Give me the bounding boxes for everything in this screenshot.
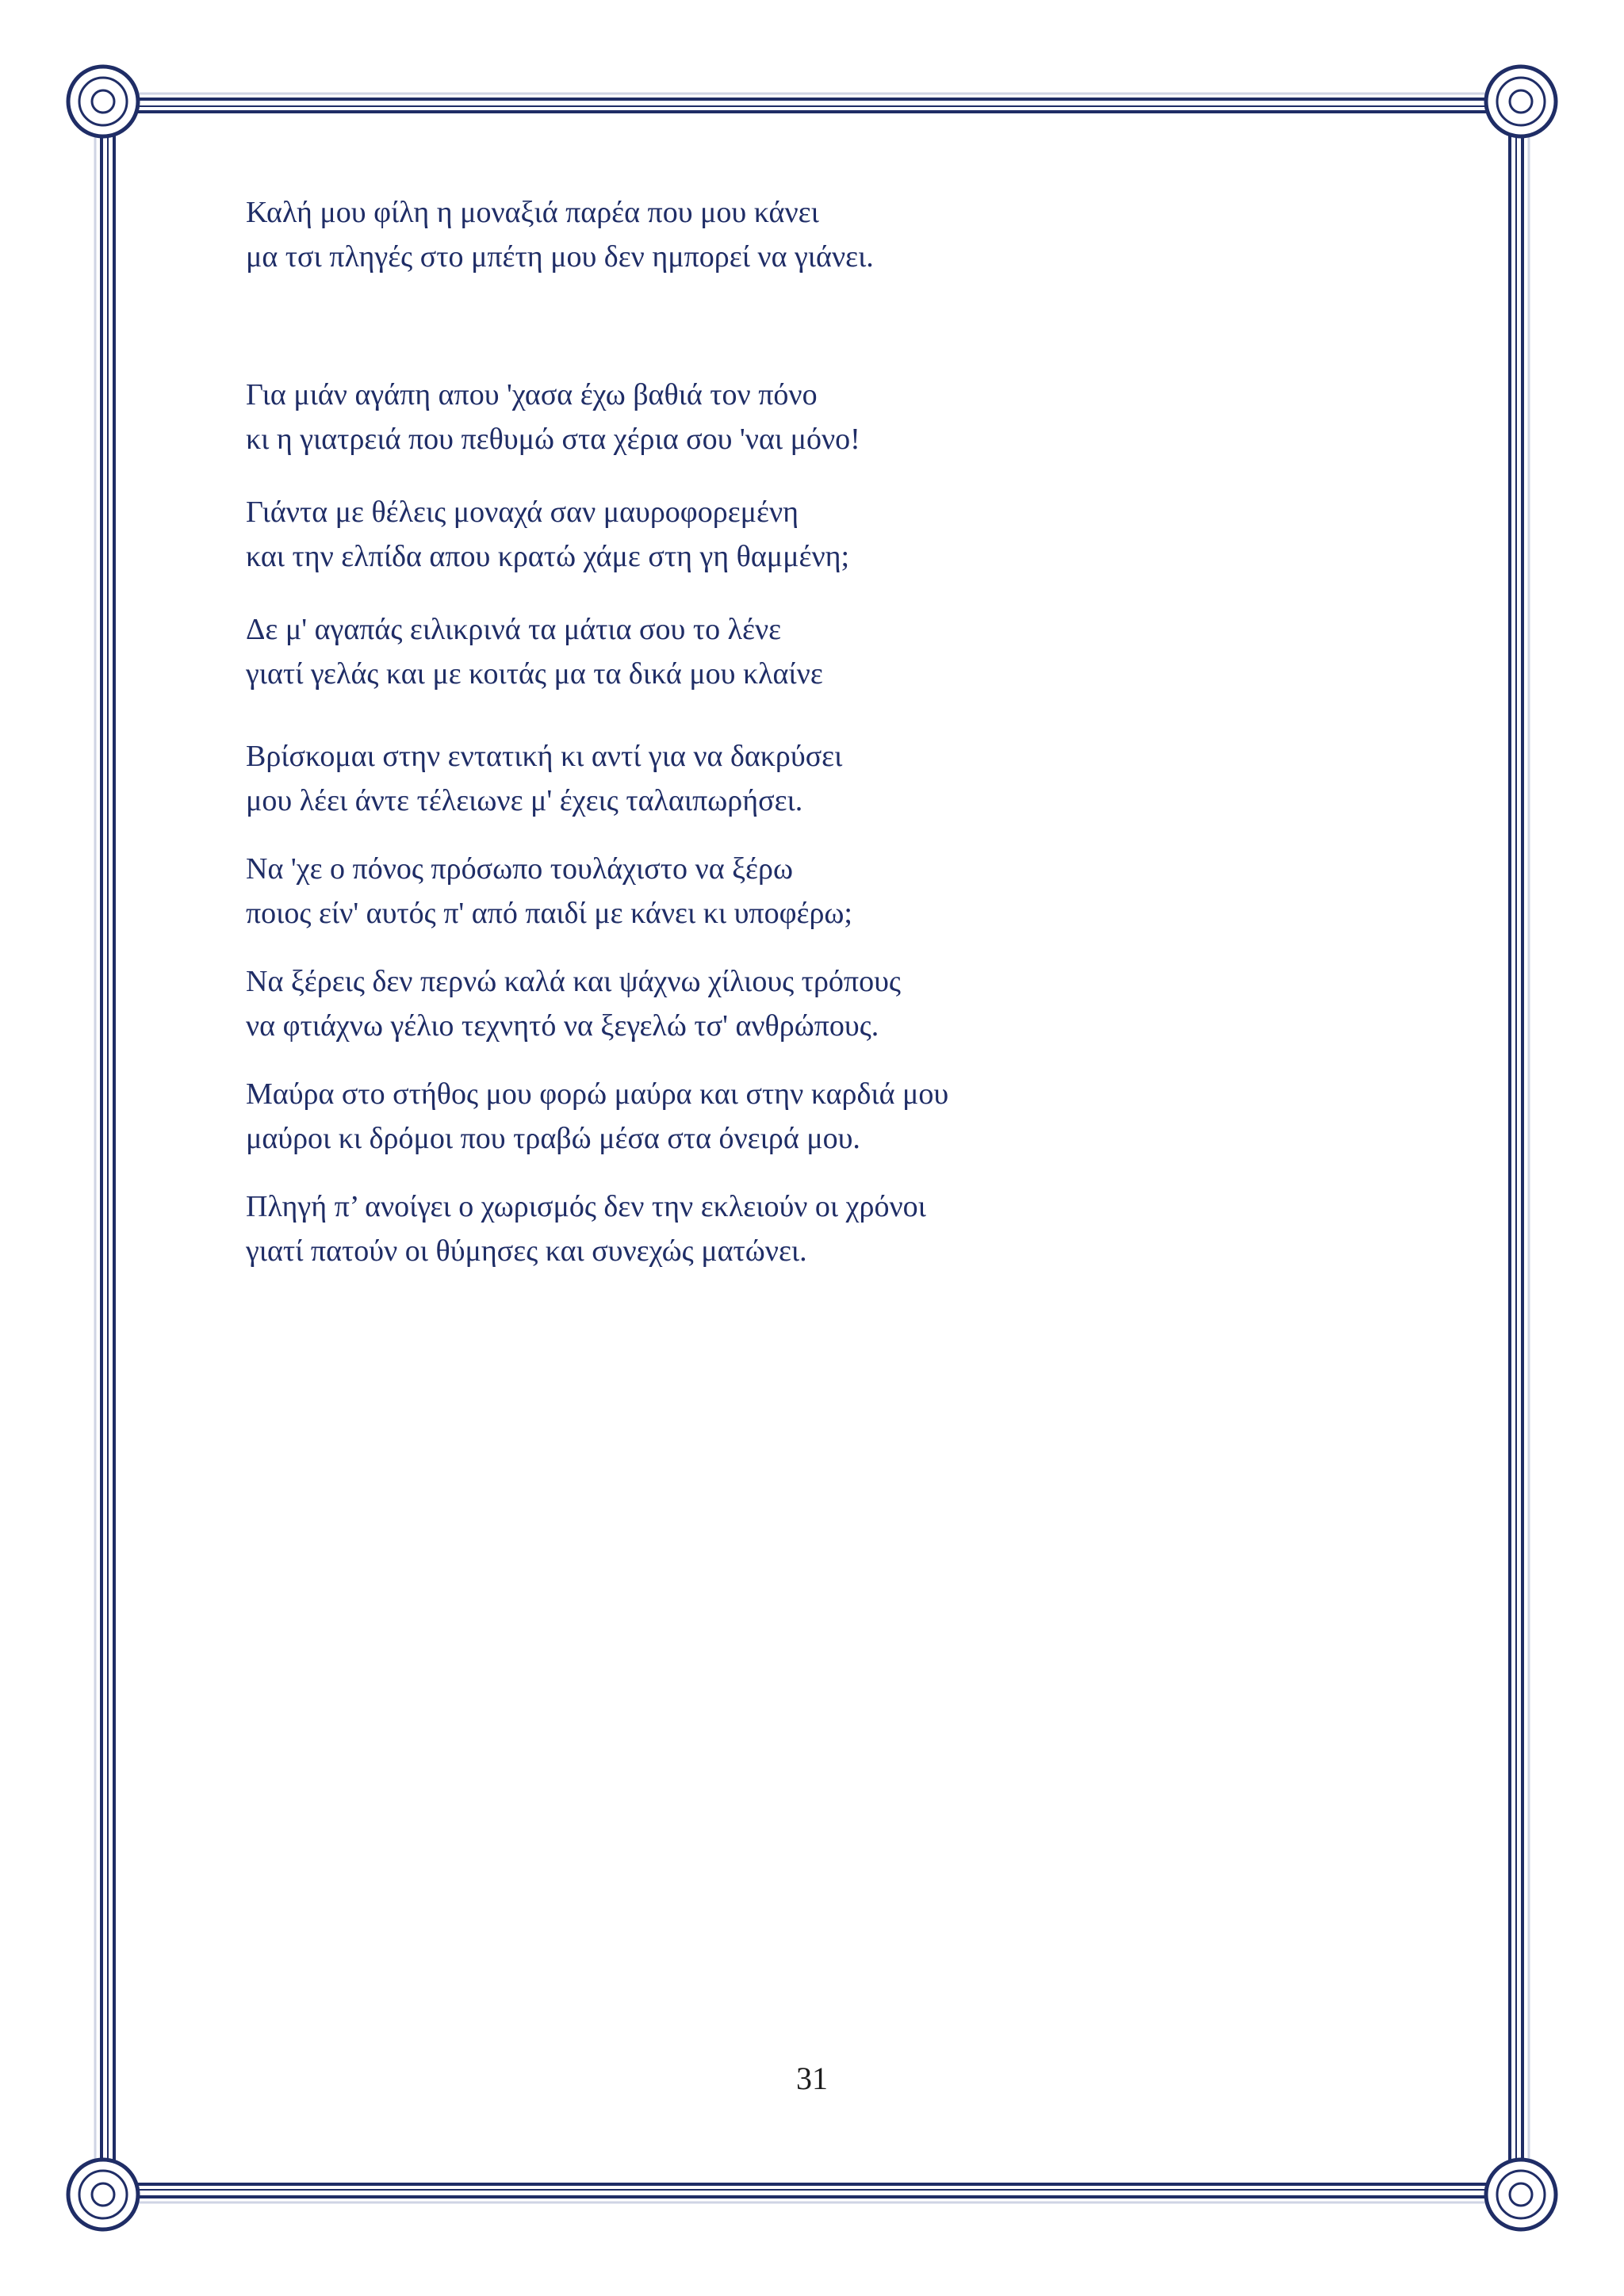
poem-line: Πληγή π’ ανοίγει ο χωρισμός δεν την εκλειούν οι χρόνοι (246, 1190, 926, 1223)
poem (246, 190, 1435, 1273)
poem-line: Γιάντα με θέλεις μοναχά σαν μαυροφορεμένη (246, 496, 799, 529)
poem-line: Δε μ' αγαπάς ειλικρινά τα μάτια σου το λένε (246, 613, 782, 646)
poem-line: Για μιάν αγάπη απου 'χασα έχω βαθιά τον πόνο (246, 378, 818, 411)
poem-line: μαύροι κι δρόμοι που τραβώ μέσα στα όνειρά μου. (246, 1122, 860, 1155)
poem-line: μου λέει άντε τέλειωνε μ' έχεις ταλαιπωρήσει. (246, 784, 803, 817)
poem-line: να φτιάχνω γέλιο τεχνητό να ξεγελώ τσ' ανθρώπους. (246, 1009, 879, 1043)
corner-ornament-bottom-left (68, 2160, 138, 2229)
corner-ornament-bottom-right (1486, 2160, 1556, 2229)
stanza-9 (246, 1184, 1435, 1273)
poem-line: Καλή μου φίλη η μοναξιά παρέα που μου κάνει (246, 196, 819, 229)
stanza-5 (246, 734, 1435, 823)
stanza-2 (246, 373, 1435, 461)
poem-line: Βρίσκομαι στην εντατική κι αντί για να δακρύσει (246, 740, 843, 773)
corner-ornament-top-left (68, 67, 138, 136)
poem-line: ποιος είν' αυτός π' από παιδί με κάνει κι υποφέρω; (246, 897, 852, 930)
stanza-8 (246, 1072, 1435, 1161)
stanza-1 (246, 190, 1435, 279)
poem-line: Να 'χε ο πόνος πρόσωπο τουλάχιστο να ξέρω (246, 852, 793, 886)
stanza-3 (246, 490, 1435, 579)
poem-line: Να ξέρεις δεν περνώ καλά και ψάχνω χίλιους τρόπους (246, 965, 901, 998)
stanza-4 (246, 607, 1435, 696)
poem-line: κι η γιατρειά που πεθυμώ στα χέρια σου 'ναι μόνο! (246, 423, 860, 456)
stanza-6 (246, 847, 1435, 936)
page-number: 31 (796, 2061, 828, 2096)
poem-line: μα τσι πληγές στο μπέτη μου δεν ημπορεί να γιάνει. (246, 240, 874, 274)
poem-line: και την ελπίδα απου κρατώ χάμε στη γη θαμμένη; (246, 540, 850, 573)
poem-line: Μαύρα στο στήθος μου φορώ μαύρα και στην καρδιά μου (246, 1077, 949, 1111)
poem-line: γιατί γελάς και με κοιτάς μα τα δικά μου κλαίνε (246, 657, 823, 691)
corner-ornament-top-right (1486, 67, 1556, 136)
poem-line: γιατί πατούν οι θύμησες και συνεχώς ματώνει. (246, 1234, 807, 1268)
stanza-7 (246, 959, 1435, 1048)
